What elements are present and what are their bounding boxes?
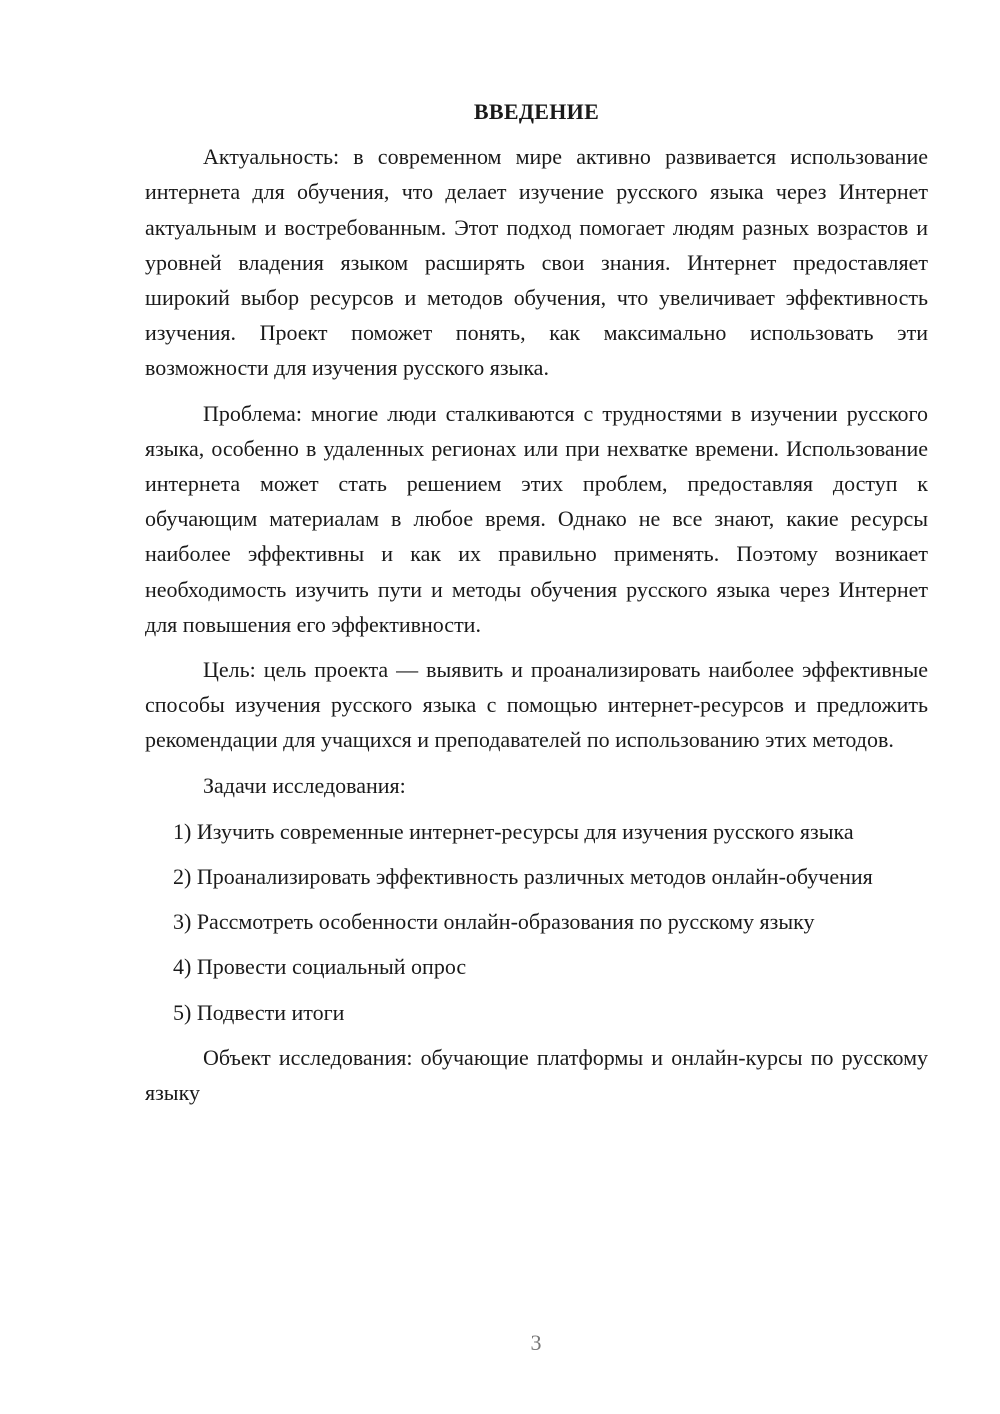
list-item: 3) Рассмотреть особенности онлайн-образования по русскому языку <box>173 909 815 935</box>
list-item: 4) Провести социальный опрос <box>173 954 467 980</box>
paragraph-object: Объект исследования: обучающие платформы и онлайн-курсы по русскому языку <box>145 1044 928 1106</box>
page-content <box>145 94 928 1110</box>
paragraph-goal: Цель: цель проекта — выявить и проанализировать наиболее эффективные способы изучения русского языка с помощью интернет-ресурсов и предложить рекомендации для учащихся и преподавателей по использованию этих методов. <box>145 657 928 753</box>
list-item: 1) Изучить современные интернет-ресурсы для изучения русского языка <box>173 818 854 844</box>
page-title: ВВЕДЕНИЕ <box>473 99 600 124</box>
list-item: 2) Проанализировать эффективность различных методов онлайн-обучения <box>173 864 873 890</box>
tasks-list <box>145 814 928 1030</box>
page-number: 3 <box>530 1330 542 1355</box>
paragraph-problem: Проблема: многие люди сталкиваются с трудностями в изучении русского языка, особенно в удаленных регионах или при нехватке времени. Использование интернета может стать решением этих проблем, предоставляя доступ к обучающим материалам в любое время. Однако не все знают, какие ресурсы наиболее эффективны и как их правильно применять. Поэтому возникает необходимость изучить пути и методы обучения русского языка через Интернет для повышения его эффективности. <box>145 400 928 637</box>
paragraph-relevance: Актуальность: в современном мире активно развивается использование интернета для обучения, что делает изучение русского языка через Интернет актуальным и востребованным. Этот подход помогает людям разных возрастов и уровней владения языком расширять свои знания. Интернет предоставляет широкий выбор ресурсов и методов обучения, что увеличивает эффективность изучения. Проект поможет понять, как максимально использовать эти возможности для изучения русского языка. <box>145 144 928 381</box>
tasks-heading: Задачи исследования: <box>203 772 406 798</box>
list-item: 5) Подвести итоги <box>173 999 345 1025</box>
